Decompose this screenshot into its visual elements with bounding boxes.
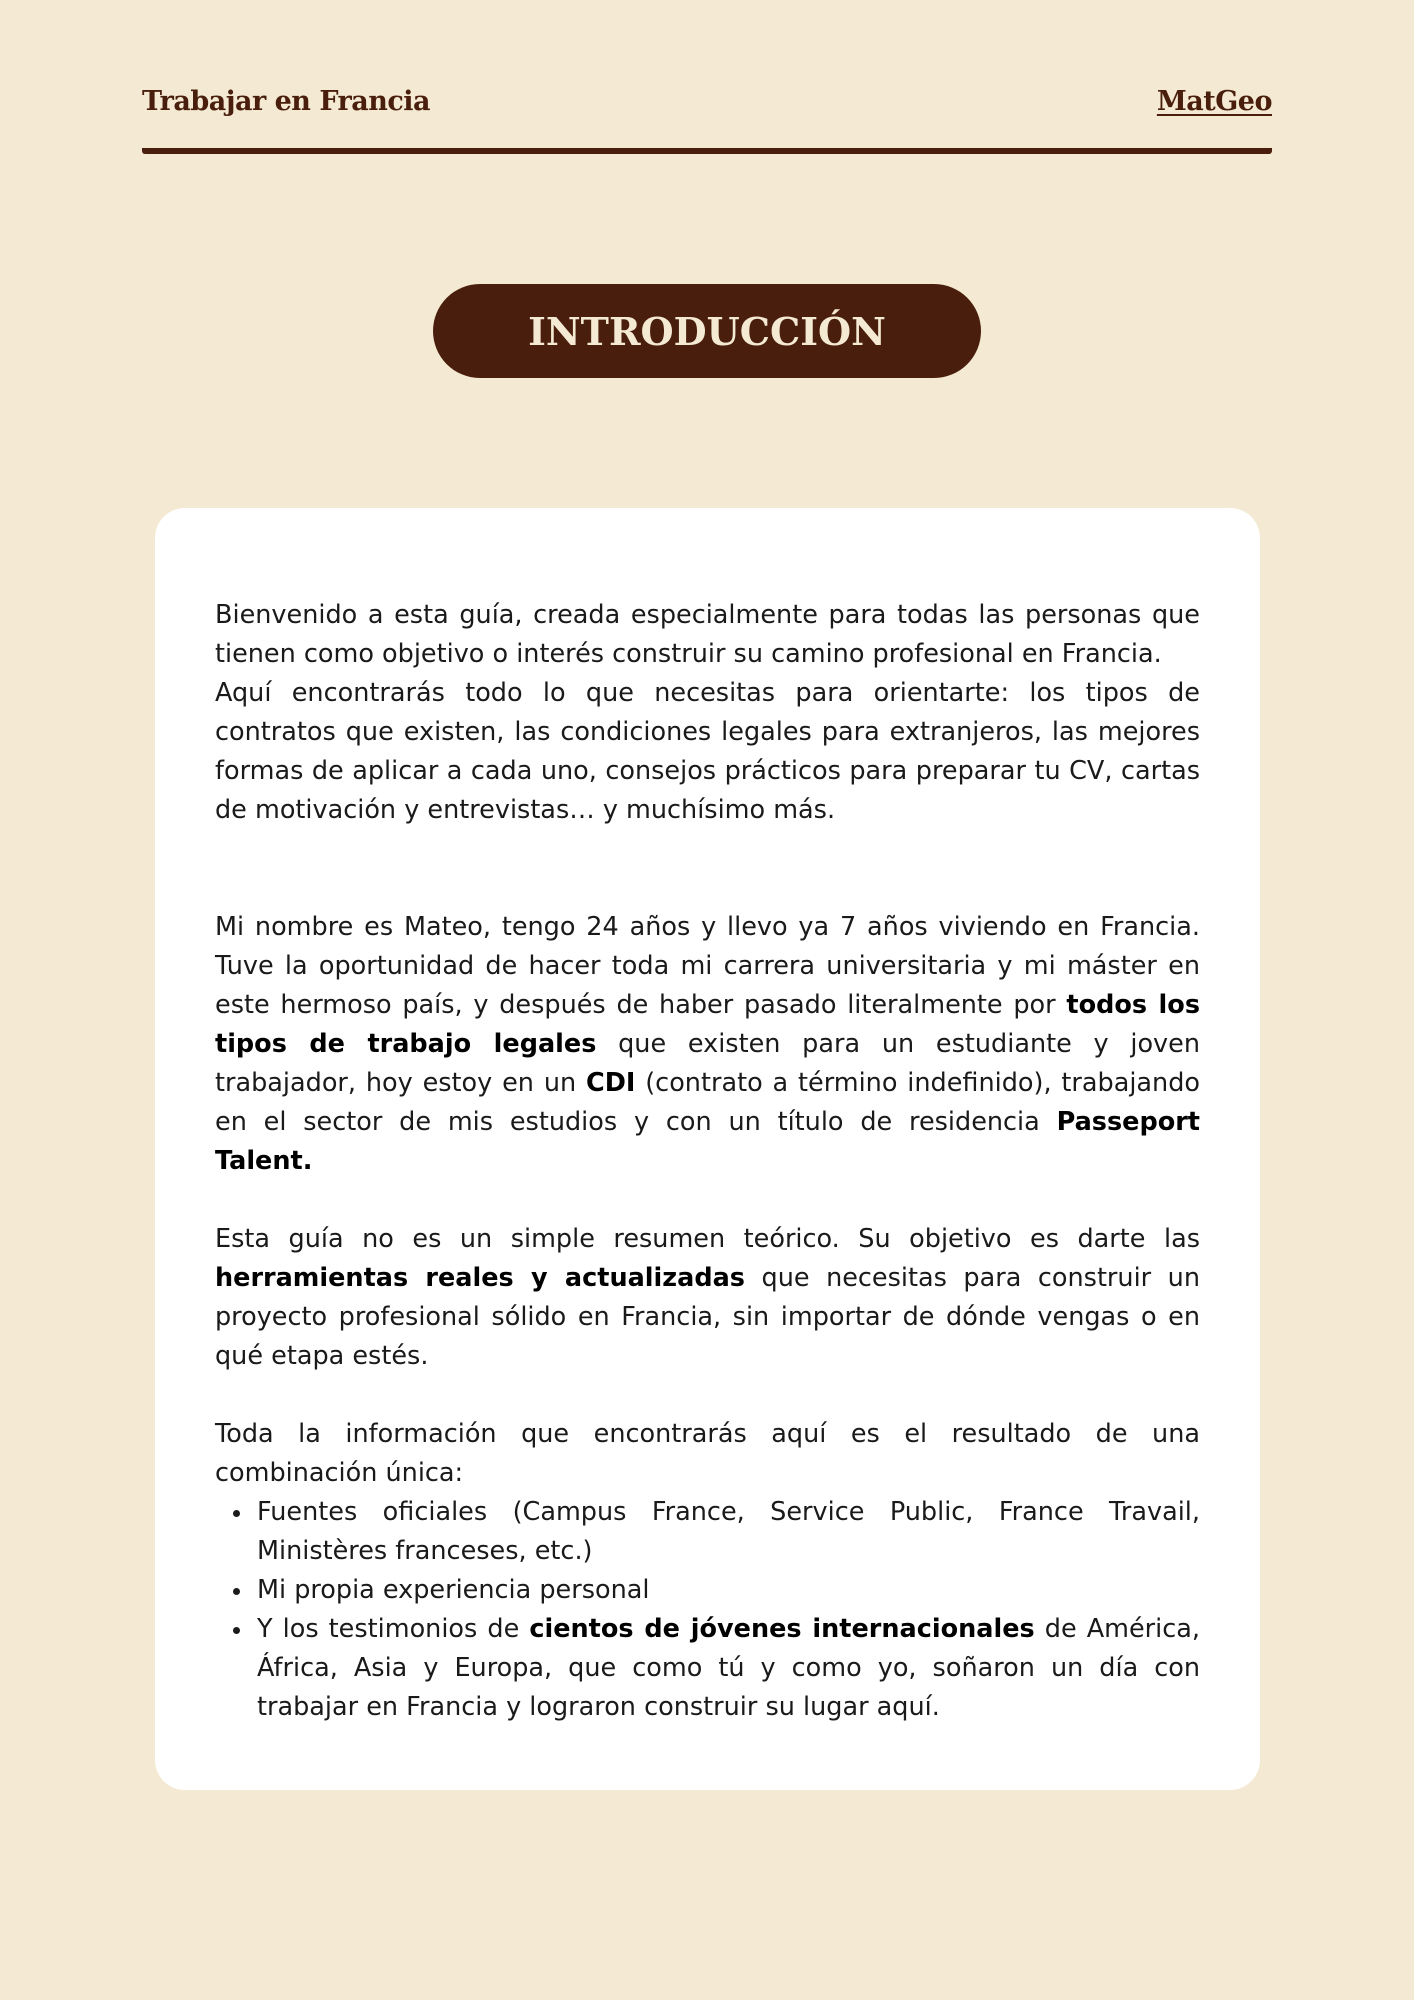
- paragraph-sources-intro: Toda la información que encontrarás aquí es el resultado de una combinación única:: [215, 1419, 1200, 1488]
- text: Esta guía no es un simple resumen teórico. Su objetivo es darte las: [215, 1224, 1200, 1254]
- intro-text: [215, 596, 1200, 1727]
- page-header: [142, 78, 1272, 154]
- bold-text: Passeport Talent.: [215, 1107, 1200, 1176]
- list-item: Mi propia experiencia personal: [257, 1571, 1200, 1610]
- text: (contrato a término indefinido), trabajando en el sector de mis estudios y con un título de residencia: [215, 1068, 1200, 1137]
- header-brand-link[interactable]: MatGeo: [1156, 86, 1272, 117]
- text: de América, África, Asia y Europa, que como tú y como yo, soñaron un día con trabajar en Francia y lograron construir su lugar aquí.: [257, 1614, 1200, 1722]
- list-item: [257, 1610, 1200, 1727]
- content-card: [155, 508, 1260, 1790]
- text: que necesitas para construir un proyecto profesional sólido en Francia, sin importar de dónde vengas o en qué etapa estés.: [215, 1263, 1200, 1371]
- bold-text: CDI: [586, 1068, 636, 1098]
- sources-list: [215, 1493, 1200, 1727]
- text: Y los testimonios de: [257, 1614, 530, 1644]
- text: Mi nombre es Mateo, tengo 24 años y llevo ya 7 años viviendo en Francia. Tuve la oportunidad de hacer toda mi carrera universitaria y mi máster en este hermoso país, y después de haber pasado literalmente por: [215, 912, 1200, 1020]
- section-title-pill: INTRODUCCIÓN: [433, 284, 981, 378]
- header-title: Trabajar en Francia: [142, 86, 431, 117]
- bold-text: herramientas reales y actualizadas: [215, 1263, 745, 1293]
- paragraph-author: [215, 908, 1200, 1181]
- paragraph-welcome: Bienvenido a esta guía, creada especialmente para todas las personas que tienen como objetivo o interés construir su camino profesional en Francia.: [215, 600, 1200, 669]
- text: que existen para un estudiante y joven trabajador, hoy estoy en un: [215, 1029, 1200, 1098]
- spacer: [215, 830, 1200, 908]
- paragraph-contents: Aquí encontrarás todo lo que necesitas para orientarte: los tipos de contratos que existen, las condiciones legales para extranjeros, las mejores formas de aplicar a cada uno, consejos prácticos para preparar tu CV, cartas de motivación y entrevistas… y muchísimo más.: [215, 678, 1200, 825]
- spacer: [215, 1376, 1200, 1415]
- bold-text: todos los tipos de trabajo legales: [215, 990, 1200, 1059]
- bold-text: cientos de jóvenes internacionales: [529, 1614, 1035, 1644]
- paragraph-purpose: [215, 1220, 1200, 1376]
- spacer: [215, 1181, 1200, 1220]
- list-item: Fuentes oficiales (Campus France, Service Public, France Travail, Ministères franceses, etc.): [257, 1493, 1200, 1571]
